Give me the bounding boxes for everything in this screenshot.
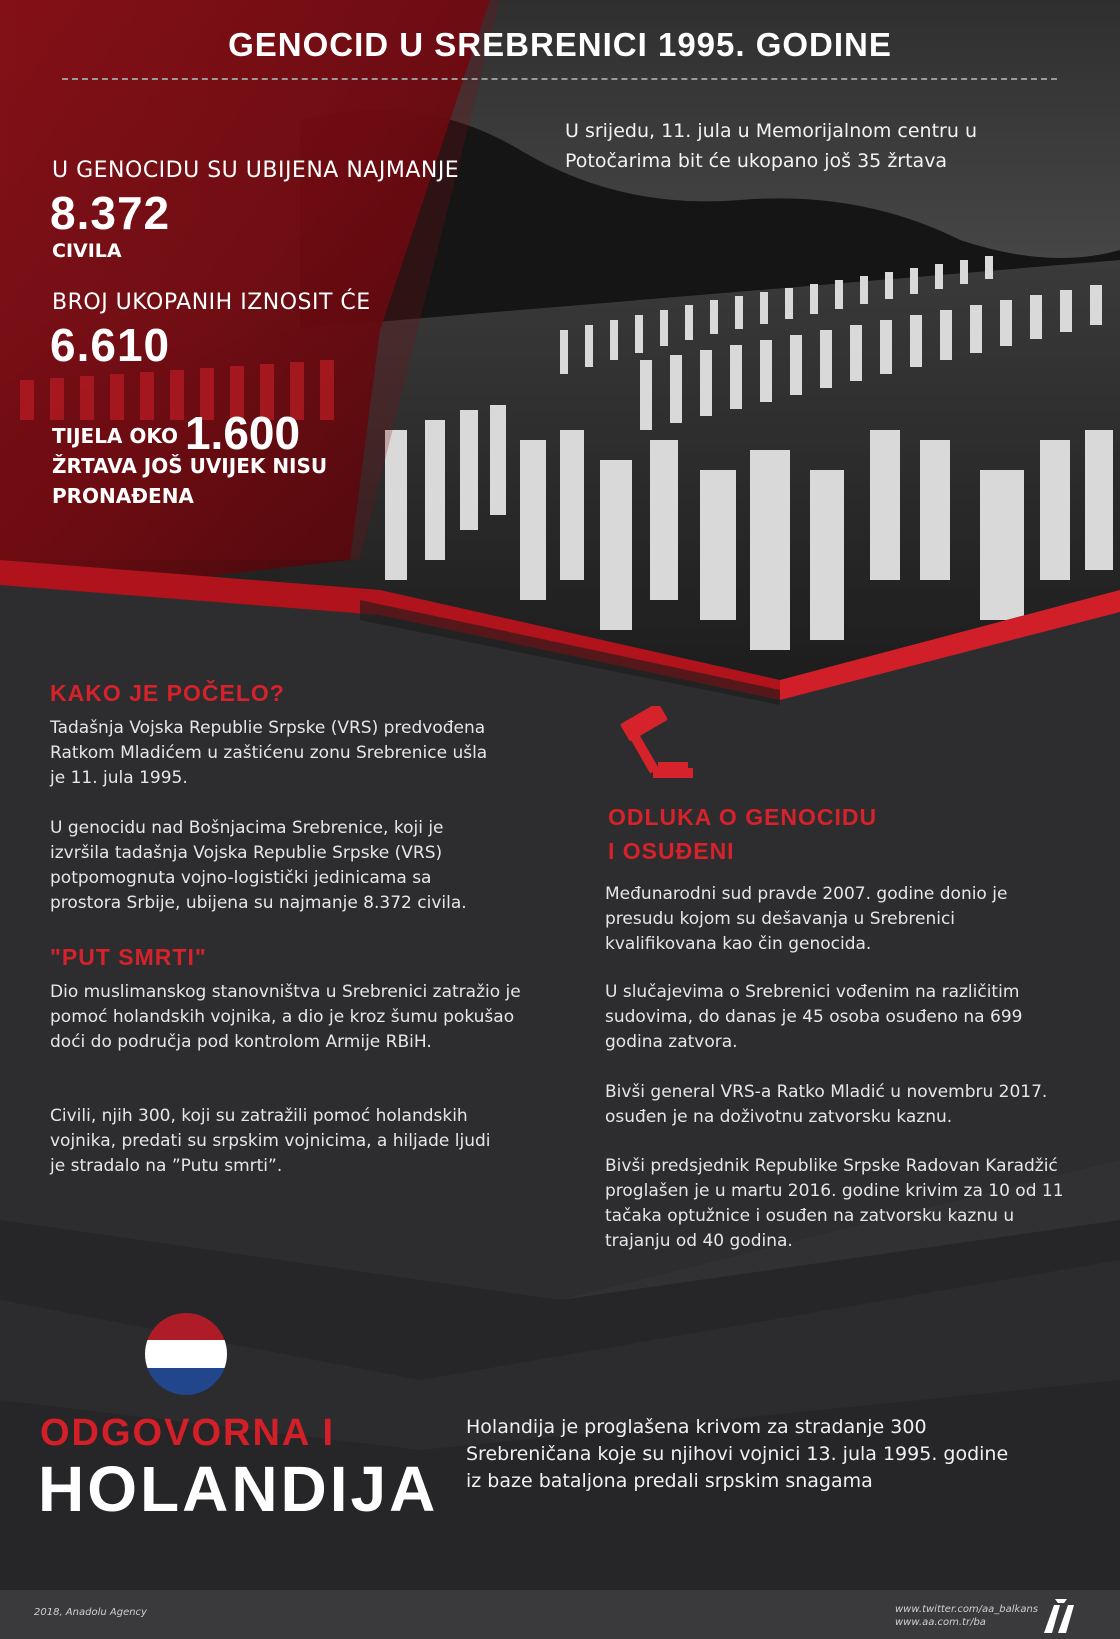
website-link[interactable]: www.aa.com.tr/ba: [895, 1617, 986, 1628]
gavel-icon: [608, 706, 698, 786]
missing-stat: [52, 407, 382, 511]
section-how-it-started-p1: Tadašnja Vojska Republie Srpske (VRS) predvođena Ratkom Mladićem u zaštićenu zonu Srebrenice ušla je 11. jula 1995.: [50, 718, 488, 788]
section-death-march-p1: Dio muslimanskog stanovništva u Srebrenici zatražio je pomoć holandskih vojnika, a dio je kroz šumu pokušao doći do područja pod kontrolom Armije RBiH.: [50, 982, 521, 1052]
aa-logo-icon: [1040, 1597, 1080, 1635]
buried-value: 6.610: [50, 319, 171, 371]
intro-text: U srijedu, 11. jula u Memorijalnom centru u Potočarima bit će ukopano još 35 žrtava: [565, 120, 977, 172]
buried-label: BROJ UKOPANIH IZNOSIT ĆE: [52, 290, 371, 315]
killed-label: U GENOCIDU SU UBIJENA NAJMANJE: [52, 158, 460, 183]
section-how-it-started-heading: KAKO JE POČELO?: [50, 680, 285, 706]
section-death-march-heading: "PUT SMRTI": [50, 944, 207, 970]
twitter-link[interactable]: www.twitter.com/aa_balkans: [895, 1604, 1039, 1615]
section-death-march-p2: Civili, njih 300, koji su zatražili pomoć holandskih vojnika, predati su srpskim vojnicima, a hiljade ljudi je stradalo na ”Putu smrti”.: [50, 1106, 491, 1176]
missing-value: 1.600: [184, 407, 301, 459]
missing-suffix: ŽRTAVA JOŠ UVIJEK NISU PRONAĐENA: [52, 454, 328, 508]
footer-credit: 2018, Anadolu Agency: [34, 1607, 147, 1618]
verdict-heading-line2: I OSUĐENI: [608, 838, 735, 864]
page-title: GENOCID U SREBRENICI 1995. GODINE: [228, 26, 892, 63]
footer-links: [895, 1603, 1038, 1629]
responsible-heading: ODGOVORNA I: [40, 1412, 336, 1454]
verdict-p1: Međunarodni sud pravde 2007. godine donio je presudu kojom su dešavanja u Srebrenici kvalifikovana kao čin genocida.: [605, 884, 1008, 954]
section-how-it-started-p2: U genocidu nad Bošnjacima Srebrenice, koji je izvršila tadašnja Vojska Republie Srpske (VRS) potpomognuta vojno-logistički jedinicama sa prostora Srbije, ubijena su najmanje 8.372 civila.: [50, 818, 467, 913]
verdict-p3: Bivši general VRS-a Ratko Mladić u novembru 2017. osuđen je na doživotnu zatvorsku kaznu.: [605, 1082, 1048, 1127]
title-divider: [62, 78, 1057, 80]
netherlands-heading: HOLANDIJA: [38, 1453, 439, 1525]
killed-value: 8.372: [50, 187, 171, 239]
verdict-heading-line1: ODLUKA O GENOCIDU: [608, 804, 878, 830]
killed-unit: CIVILA: [52, 240, 122, 262]
verdict-p4: Bivši predsjednik Republike Srpske Radovan Karadžić proglašen je u martu 2016. godine krivim za 10 od 11 tačaka optužnice i osuđen na zatvorsku kaznu u trajanju od 40 godina.: [605, 1156, 1064, 1251]
verdict-p2: U slučajevima o Srebrenici vođenim na različitim sudovima, do danas je 45 osoba osuđeno na 699 godina zatvora.: [605, 982, 1023, 1052]
missing-prefix: TIJELA OKO: [52, 424, 178, 448]
netherlands-flag-icon: [144, 1312, 228, 1396]
netherlands-text: Holandija je proglašena krivom za stradanje 300 Srebreničana koje su njihovi vojnici 13. jula 1995. godine iz baze bataljona predali srpskim snagama: [466, 1416, 1009, 1492]
